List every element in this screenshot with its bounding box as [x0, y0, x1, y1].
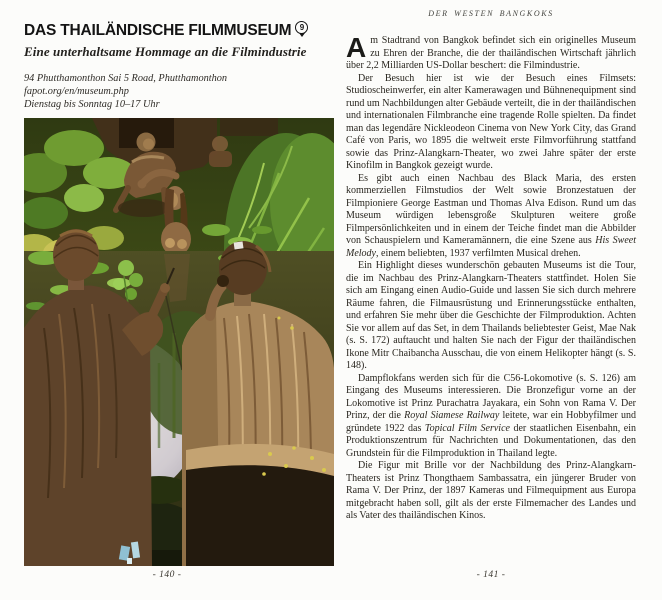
- paragraph: Es gibt auch einen Nachbau des Black Maria, des ersten kommerziellen Filmstudios der Welt sowie Bronzestatuen der Filmpioniere George Eastman und Thomas Alva Edison. Rund um das Museum würdigen lebensgroße Skulpturen weitere große Filmpersönlichkeiten und in einem der Teiche findet man die Abbilder von Schauspielern und Kameramännern, die eine Szene aus His Sweet Melody, einem beliebten, 1937 verfilmten Musical drehen.: [346, 172, 636, 259]
- location-pin-number: 9: [299, 22, 304, 32]
- running-header: DER WESTEN BANGKOKS: [428, 9, 554, 18]
- paragraph: Dampflokfans werden sich für die C56-Lokomotive (s. S. 126) am Eingang des Museums interessieren. Die Bronzefigur vorne an der Lokomotive ist Prinz Purachatra Jayakara, ein Sohn von Rama V. Der Prinz, der die Royal Siamese Railway leitete, war ein Hobbyfilmer und gründete 1922 das Topical Film Service der staatlichen Eisenbahn, ein Produktionszentrum für Nachrichten und Dokumentationen, das den Grundstein für die Filmproduktion in Thailand legte.: [346, 372, 637, 459]
- website-line: fapot.org/en/museum.php: [24, 86, 129, 97]
- body-text: [346, 32, 637, 523]
- paragraph: Am Stadtrand von Bangkok befindet sich ein originelles Museum zu Ehren der Branche, die der thailändischen Wirtschaft jährlich über 2,2 Milliarden US-Dollar beschert: die Filmindustrie.: [346, 32, 636, 71]
- article-title: [24, 21, 324, 40]
- paragraph: Ein Highlight dieses wunderschön gebauten Museums ist die Tour, die im Nachbau des Prinz-Alangkarn-Theaters stattfindet. Holen Sie sich am Eingang einen Audio-Guide und lassen Sie sich durch mehrere Räume fahren, die Filmausrüstung und Erinnerungsstücke enthalten, und erfahren Sie mehr über die Geschichte der Filmproduktion. Achten Sie vor allem auf das Set, in dem Thailands beliebtester Geist, Mae Nak (s. S. 172) auftaucht und halten Sie nach der Figur der thailändischen Ikone Mitr Chaibancha Ausschau, die von einem Helikopter hängt (s. S. 148).: [346, 260, 636, 371]
- location-pin-icon: [295, 21, 308, 34]
- drop-cap: A: [346, 32, 367, 63]
- opening-hours-line: Dienstag bis Sonntag 10–17 Uhr: [24, 99, 160, 110]
- page-number-left: - 140 -: [152, 570, 182, 580]
- museum-pond-photo: [24, 118, 334, 566]
- page-number-right: - 141 -: [476, 570, 506, 580]
- article-title-text: DAS THAILÄNDISCHE FILMMUSEUM: [24, 22, 292, 39]
- visitor-info-block: [24, 72, 314, 111]
- article-subtitle: Eine unterhaltsame Hommage an die Filmindustrie: [24, 44, 307, 59]
- museum-pond-photo-art: [24, 118, 334, 566]
- paragraph: Die Figur mit Brille vor der Nachbildung des Prinz-Alangkarn-Theaters ist Prinz Thongthaem Sambassatra, ein jüngerer Bruder von Rama V. Der Prinz, der 1897 Kameras und Filmequipment aus Europa mitgebracht haben soll, gilt als der erste Filmemacher des Landes und als Vater des thailändischen Kinos.: [346, 460, 636, 521]
- address-line: 94 Phutthamonthon Sai 5 Road, Phutthamonthon: [24, 73, 228, 84]
- paragraph: Der Besuch hier ist wie der Besuch eines Filmsets: Studioscheinwerfer, ein alter Kamerawagen und Bühnenequipment sind rund um Nachbildungen alter Gebäude verteilt, die in der thailändischen und internationalen Filmbranche eine tragende Rolle spielten. Da findet man das legendäre Nickleodeon Cinema von New York City, das Grand Café von Paris, wo 1895 die weltweit erste Filmvorführung stattfand sowie das Prinz-Alangkarn-Theater, wo zwei Jahre später der erste Kinofilm in Bangkok gezeigt wurde.: [346, 72, 636, 171]
